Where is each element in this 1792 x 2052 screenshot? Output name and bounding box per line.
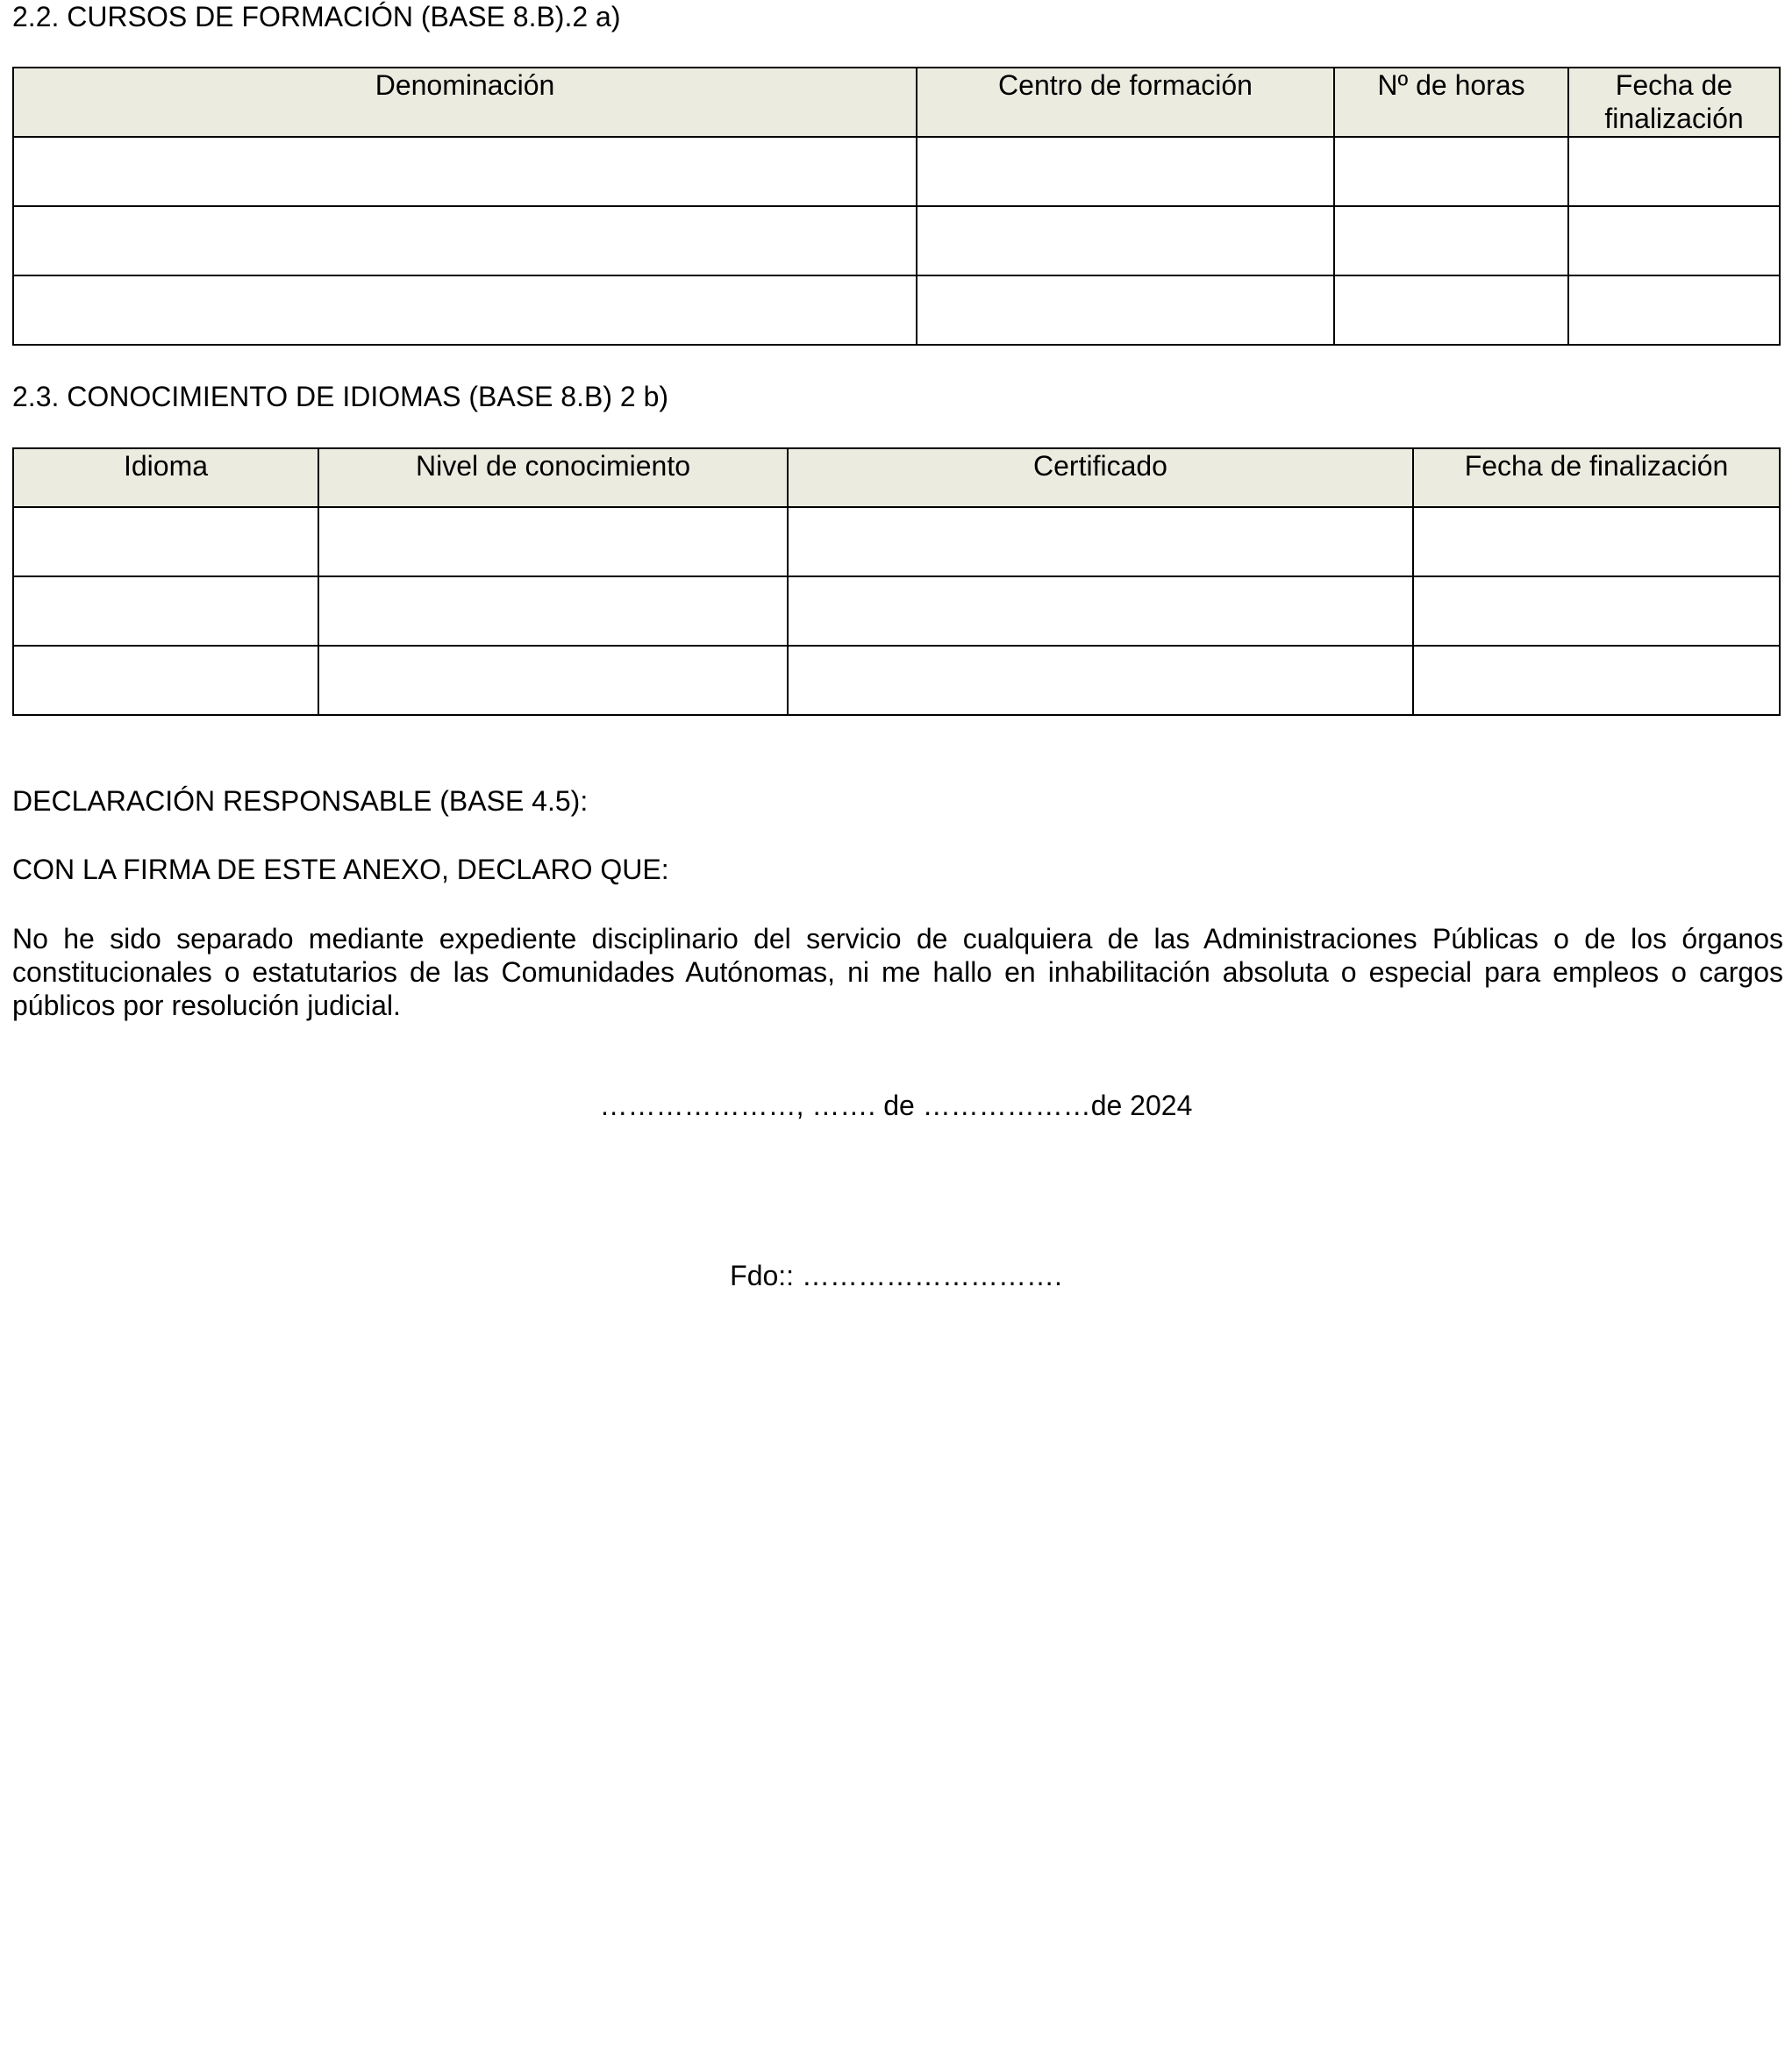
table-cell[interactable] <box>1568 137 1780 206</box>
table-cell[interactable] <box>1413 507 1780 576</box>
languages-header-fecha: Fecha de finalización <box>1413 448 1780 507</box>
table-row <box>13 137 1780 206</box>
declaration-subtitle: CON LA FIRMA DE ESTE ANEXO, DECLARO QUE: <box>12 854 669 885</box>
table-cell[interactable] <box>1413 646 1780 715</box>
table-cell[interactable] <box>1413 576 1780 646</box>
declaration-body: No he sido separado mediante expediente disciplinario del servicio de cualquiera de las Administraciones Públicas o de los órganos constitucionales o estatutarios de las Comunidades Autónomas, ni me hallo en inhabilitación absoluta o especial para empleos o cargos públicos por resolución judicial. <box>12 923 1783 1021</box>
table-cell[interactable] <box>13 576 318 646</box>
table-cell[interactable] <box>13 137 917 206</box>
date-line: …………………, ……. de ………………de 2024 <box>599 1090 1193 1121</box>
table-cell[interactable] <box>13 646 318 715</box>
languages-header-idioma: Idioma <box>13 448 318 507</box>
courses-table <box>12 67 1781 346</box>
table-cell[interactable] <box>318 507 788 576</box>
signature-line: Fdo:: ………………………. <box>730 1260 1062 1291</box>
table-cell[interactable] <box>917 275 1334 345</box>
table-cell[interactable] <box>1334 275 1568 345</box>
declaration-title: DECLARACIÓN RESPONSABLE (BASE 4.5): <box>12 785 589 817</box>
languages-header-nivel: Nivel de conocimiento <box>318 448 788 507</box>
courses-section-title: 2.2. CURSOS DE FORMACIÓN (BASE 8.B).2 a) <box>12 1 621 32</box>
languages-table <box>12 447 1781 716</box>
table-cell[interactable] <box>318 576 788 646</box>
table-row <box>13 206 1780 275</box>
table-row <box>13 646 1780 715</box>
courses-header-denominacion: Denominación <box>13 68 917 137</box>
table-cell[interactable] <box>1568 275 1780 345</box>
table-row <box>13 576 1780 646</box>
languages-header-certificado: Certificado <box>788 448 1413 507</box>
courses-header-fecha: Fecha de finalización <box>1568 68 1780 137</box>
table-cell[interactable] <box>788 576 1413 646</box>
courses-header-centro: Centro de formación <box>917 68 1334 137</box>
languages-header-row <box>13 448 1780 507</box>
table-cell[interactable] <box>917 137 1334 206</box>
courses-header-row <box>13 68 1780 137</box>
table-row <box>13 275 1780 345</box>
table-cell[interactable] <box>917 206 1334 275</box>
table-cell[interactable] <box>1334 206 1568 275</box>
table-row <box>13 507 1780 576</box>
table-cell[interactable] <box>13 206 917 275</box>
table-cell[interactable] <box>318 646 788 715</box>
languages-section-title: 2.3. CONOCIMIENTO DE IDIOMAS (BASE 8.B) 2 b) <box>12 381 669 412</box>
table-cell[interactable] <box>788 507 1413 576</box>
table-cell[interactable] <box>13 275 917 345</box>
courses-header-horas: Nº de horas <box>1334 68 1568 137</box>
table-cell[interactable] <box>1568 206 1780 275</box>
table-cell[interactable] <box>13 507 318 576</box>
table-cell[interactable] <box>788 646 1413 715</box>
table-cell[interactable] <box>1334 137 1568 206</box>
